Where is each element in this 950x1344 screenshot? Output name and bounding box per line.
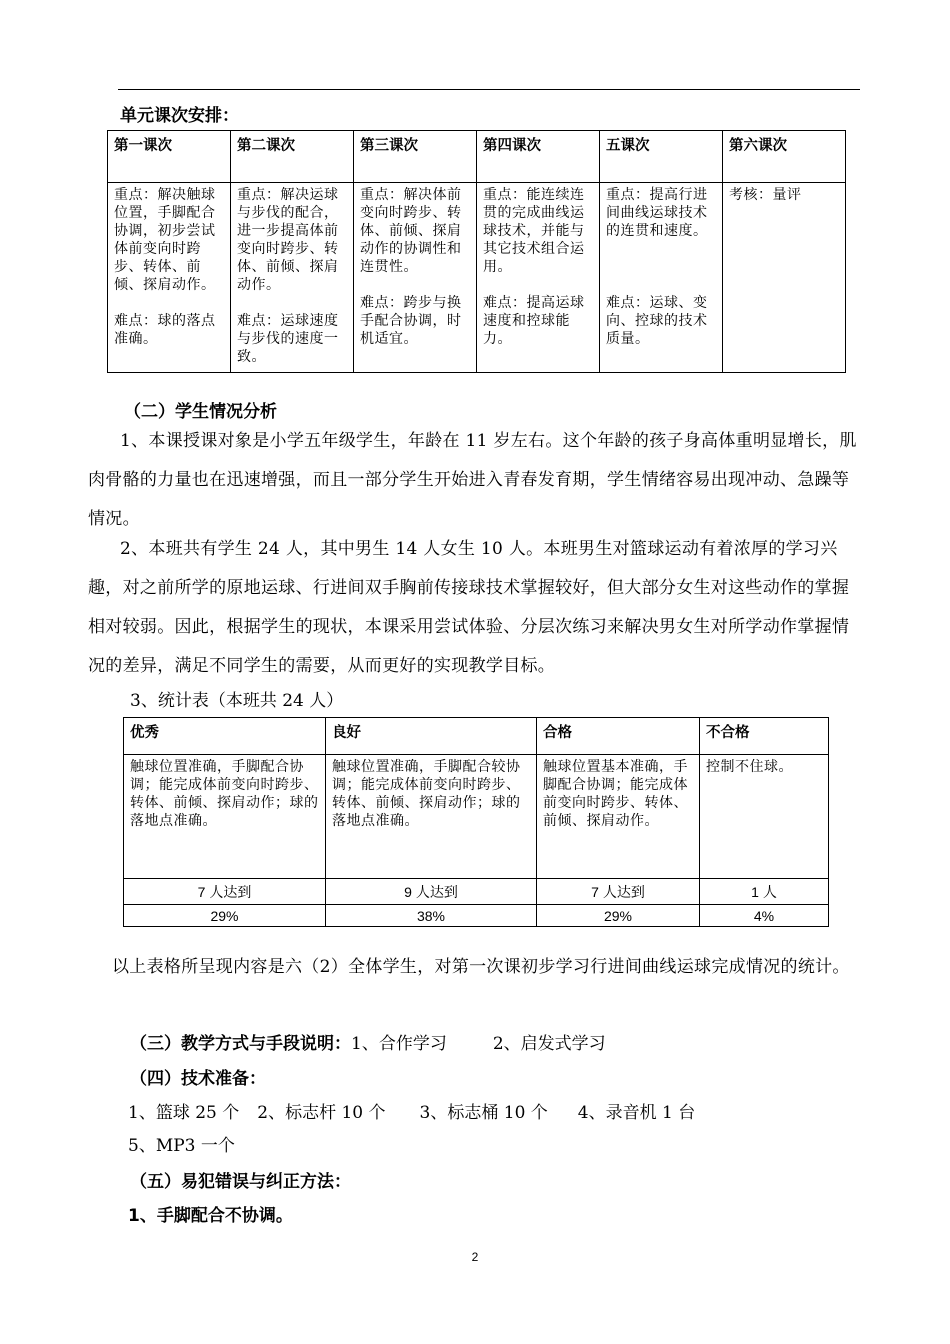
section2-paragraph-1: 1、本课授课对象是小学五年级学生，年龄在 11 岁左右。这个年龄的孩子身高体重明显增长，肌肉骨骼的力量也在迅速增强，而且一部分学生开始进入青春发育期，学生情绪容易出现冲动、急躁等情况。 — [88, 431, 857, 529]
equipment-item: 2、标志杆 10 个 — [257, 1103, 386, 1123]
section2-paragraph-2: 2、本班共有学生 24 人，其中男生 14 人女生 10 人。本班男生对篮球运动有着浓厚的学习兴趣，对之前所学的原地运球、行进间双手胸前传接球技术掌握较好，但大部分女生对这些动作的掌握相对较弱。因此，根据学生的现状，本课采用尝试体验、分层次练习来解决男女生对所学动作掌握情况的差异，满足不同学生的需要，从而更好的实现教学目标。 — [88, 539, 850, 676]
section5-title: （五）易犯错误与纠正方法： — [130, 1172, 351, 1192]
lesson-focus: 重点：解决触球位置，手脚配合协调，初步尝试体前变向时跨步、转体、前倾、探肩动作。 — [114, 187, 216, 293]
lesson-focus: 重点：提高行进间曲线运球技术的连贯和速度。 — [606, 187, 708, 239]
grade-percent-good: 38% — [326, 905, 537, 927]
grade-count-good: 9 人达到 — [326, 879, 537, 905]
grade-header-pass: 合格 — [537, 718, 700, 755]
lesson-difficulty: 难点：球的落点准确。 — [114, 313, 216, 347]
lesson-cell-6 — [723, 183, 846, 373]
lesson-header-1: 第一课次 — [108, 131, 231, 183]
lesson-header-6: 第六课次 — [723, 131, 846, 183]
unit-schedule-table — [107, 130, 846, 373]
grade-count-excellent: 7 人达到 — [124, 879, 326, 905]
lesson-cell-4 — [477, 183, 600, 373]
equipment-item: 1、篮球 25 个 — [128, 1103, 240, 1123]
grade-header-excellent: 优秀 — [124, 718, 326, 755]
section4-title: （四）技术准备： — [130, 1069, 266, 1089]
section3-title: （三）教学方式与手段说明： — [130, 1034, 351, 1054]
lesson-header-4: 第四课次 — [477, 131, 600, 183]
section3-item-1: 1、合作学习 — [351, 1034, 447, 1054]
equipment-list — [128, 1098, 695, 1123]
lesson-difficulty: 难点：提高运球速度和控球能力。 — [483, 295, 585, 347]
grade-percent-excellent: 29% — [124, 905, 326, 927]
grade-desc-good: 触球位置准确，手脚配合较协调；能完成体前变向时跨步、转体、前倾、探肩动作；球的落地点准确。 — [326, 755, 537, 879]
equipment-item: 3、标志桶 10 个 — [419, 1103, 548, 1123]
lesson-difficulty: 难点：运球、变向、控球的技术质量。 — [606, 295, 708, 347]
unit-schedule-title: 单元课次安排： — [120, 106, 239, 126]
header-rule — [118, 89, 860, 90]
stats-summary: 以上表格所呈现内容是六（2）全体学生，对第一次课初步学习行进间曲线运球完成情况的统计。 — [112, 957, 850, 977]
section2-title: （二）学生情况分析 — [124, 402, 277, 422]
grade-percent-pass: 29% — [537, 905, 700, 927]
lesson-header-3: 第三课次 — [354, 131, 477, 183]
stats-table — [123, 717, 829, 927]
equipment-item-5: 5、MP3 一个 — [128, 1136, 235, 1156]
section5-subtitle-1: 1、手脚配合不协调。 — [128, 1206, 293, 1226]
grade-count-fail: 1 人 — [700, 879, 829, 905]
grade-desc-excellent: 触球位置准确，手脚配合协调；能完成体前变向时跨步、转体、前倾、探肩动作；球的落地点准确。 — [124, 755, 326, 879]
lesson-focus: 考核：量评 — [729, 187, 802, 203]
grade-desc-pass: 触球位置基本准确，手脚配合协调；能完成体前变向时跨步、转体、前倾、探肩动作。 — [537, 755, 700, 879]
lesson-header-5: 五课次 — [600, 131, 723, 183]
grade-header-good: 良好 — [326, 718, 537, 755]
section2-paragraph-3: 3、统计表（本班共 24 人） — [130, 691, 344, 711]
grade-desc-fail: 控制不住球。 — [700, 755, 829, 879]
equipment-item: 4、录音机 1 台 — [577, 1103, 696, 1123]
section3 — [130, 1029, 606, 1054]
section3-item-2: 2、启发式学习 — [492, 1034, 606, 1054]
lesson-focus: 重点：解决体前变向时跨步、转体、前倾、探肩动作的协调性和连贯性。 — [360, 187, 462, 275]
lesson-focus: 重点：能连续连贯的完成曲线运球技术，并能与其它技术组合运用。 — [483, 187, 585, 275]
lesson-header-2: 第二课次 — [231, 131, 354, 183]
lesson-focus: 重点：解决运球与步伐的配合，进一步提高体前变向时跨步、转体、前倾、探肩动作。 — [237, 187, 339, 293]
page-number: 2 — [471, 1250, 479, 1264]
lesson-cell-2 — [231, 183, 354, 373]
grade-header-fail: 不合格 — [700, 718, 829, 755]
lesson-difficulty: 难点：跨步与换手配合协调，时机适宜。 — [360, 295, 462, 347]
lesson-cell-1 — [108, 183, 231, 373]
lesson-difficulty: 难点：运球速度与步伐的速度一致。 — [237, 313, 339, 365]
grade-count-pass: 7 人达到 — [537, 879, 700, 905]
grade-percent-fail: 4% — [700, 905, 829, 927]
lesson-cell-5 — [600, 183, 723, 373]
lesson-cell-3 — [354, 183, 477, 373]
